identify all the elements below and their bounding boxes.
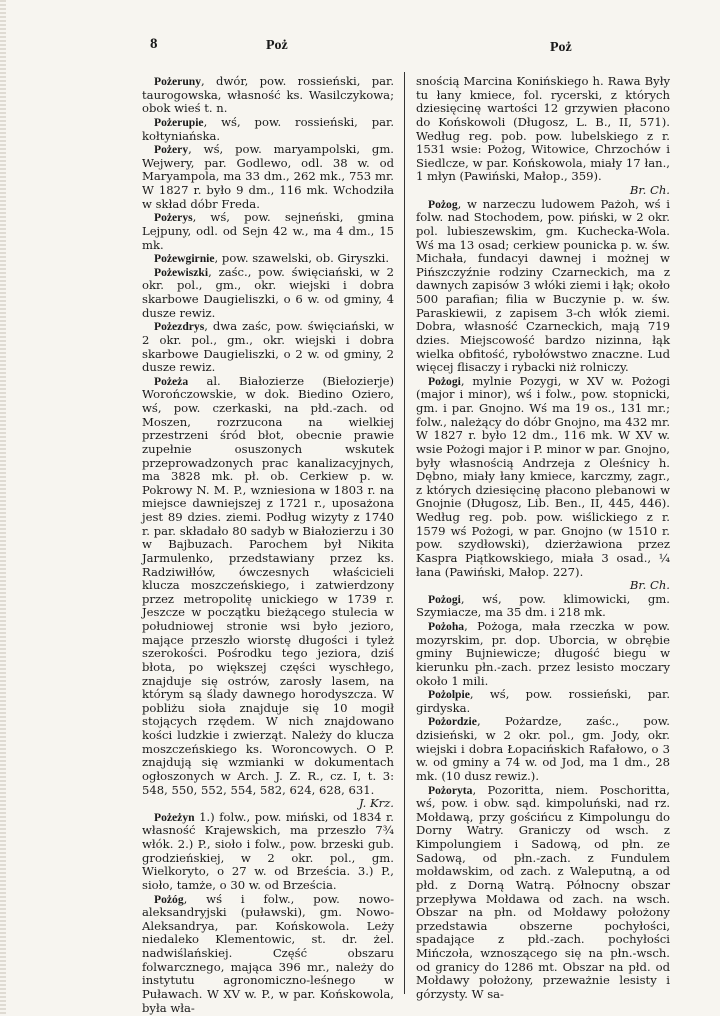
entry-headword: Pożeża xyxy=(154,374,189,388)
right-column xyxy=(416,75,670,1002)
entry-text: 1.) folw., pow. miński, od 1834 r. własność Krajewskich, ma przeszło 7¾ włók. 2.) P., sioło i folw., pow. brzeski gub. grodzieńskiej, w 2 okr. pol., gm. Wielkoryto, o 27 w. od Brześcia. 3.) P., sioło, tamże, o 30 w. od Brześcia. xyxy=(142,809,394,892)
dictionary-entry xyxy=(416,375,670,593)
entry-headword: Pożerys xyxy=(154,211,193,225)
entry-text: , wś, pow. rossieński, par. girdyska. xyxy=(416,687,670,715)
entry-text: , Pozoritta, niem. Poschoritta, wś, pow. i obw. sąd. kimpoluński, nad rz. Mołdawą, przy gościńcu z Kimpolungu do Dorny Watry. Graniczy od wsch. z Kimpolungiem i Sadową, od płn. ze Sadową, od płn.-zach. z Fundulem mołdawskim, od zach. z Waleputną, a od płd. z Dorną Watrą. Północny obszar przepływa Mołdawa od zach. na wsch. Obszar na płn. od Mołdawy położony przedstawia obszerne pochyłości, spadające z płd.-zach. pochyłości Mińczoła, wznoszącego się na płn.-wsch. od granicy do 1286 mt. Obszar na płd. od Mołdawy położony, przeważnie lesisty i górzysty. W sa- xyxy=(416,782,670,1001)
entry-text: , wś, pow. sejneński, gmina Lejpuny, odl. od Sejn 42 w., ma 4 dm., 15 mk. xyxy=(142,210,394,252)
entry-headword: Pożeruny xyxy=(154,75,202,88)
dictionary-entry xyxy=(142,116,394,143)
left-column xyxy=(142,75,394,1015)
entry-text: , zaśc., pow. święciański, w 2 okr. pol., gm., okr. wiejski i dobra skarbowe Daugieliszki, o 6 w. od gminy, 4 dusze rewiz. xyxy=(142,264,394,320)
dictionary-entry xyxy=(416,620,670,688)
entry-author-signature: J. Krz. xyxy=(358,796,394,811)
dictionary-entry xyxy=(142,893,394,1016)
dictionary-entry xyxy=(142,143,394,211)
dictionary-entry xyxy=(416,593,670,620)
dictionary-entry xyxy=(416,715,670,783)
entry-headword: Pożogi xyxy=(428,374,461,388)
entry-text: , wś, pow. maryampolski, gm. Wejwery, par. Godlewo, odl. 38 w. od Maryampola, ma 33 dm., 262 mk., 753 mr. W 1827 r. było 9 dm., 116 mk. Wchodziła w skład dóbr Freda. xyxy=(142,142,394,211)
dictionary-entry xyxy=(416,198,670,375)
entry-author-signature: Br. Ch. xyxy=(629,183,670,197)
running-head-left: Poż xyxy=(266,38,288,53)
dictionary-entry xyxy=(416,688,670,715)
entry-text: snością Marcina Konińskiego h. Rawa Były tu łany kmiece, fol. rycerski, z których dziesięcinę wartości 12 grzywien płacono do Końskowoli (Długosz, L. B., II, 571). Według reg. pob. pow. lubelskiego z r. 1531 wsie: Pożog, Witowice, Chrzochów i Siedlcze, w par. Końskowola, miały 17 łan., 1 młyn (Pawiński, Małop., 359). xyxy=(416,74,670,184)
dictionary-entry xyxy=(142,375,394,811)
entry-headword: Pożerupie xyxy=(154,115,204,129)
entry-headword: Pożoryta xyxy=(428,783,473,797)
entry-headword: Pożog xyxy=(428,197,458,211)
entry-headword: Pożogi xyxy=(428,592,461,606)
entry-headword: Pożoha xyxy=(428,620,465,633)
dictionary-entry xyxy=(416,75,670,198)
entry-text: , Pożoga, mała rzeczka w pow. mozyrskim, pr. dop. Uborcia, w obrębie gminy Bujniewicze; długość biegu w kierunku płn.-zach. przez lesisto moczary około 1 mili. xyxy=(416,619,670,688)
page-header xyxy=(0,36,720,60)
entry-text: , dwa zaśc, pow. święciański, w 2 okr. pol., gm., okr. wiejski i dobra skarbowe Daugieliszki, o 2 w. od gminy, 2 dusze rewiz. xyxy=(142,319,394,375)
entry-text: , Pożardze, zaśc., pow. dzisieński, w 2 okr. pol., gm. Jody, okr. wiejski i dobra Łopacińskich Rafałowo, o 3 w. od gminy a 74 w. od Jod, ma 1 dm., 28 mk. (10 dusz rewiz.). xyxy=(416,714,670,783)
column-divider xyxy=(404,72,405,994)
dictionary-entry xyxy=(142,266,394,321)
entry-text: , mylnie Pozygi, w XV w. Pożogi (major i minor), wś i folw., pow. stopnicki, gm. i par. Gnojno. Wś ma 19 os., 131 mr.; folw., należący do dóbr Gnojno, ma 432 mr. W 1827 r. było 12 dm., 116 mk. W XV w. wsie Pożogi major i P. minor w par. Gnojno, były własnością Andrzeja z Oleśnicy h. Dębno, miały łany kmiece, karczmy, zagr., z których dziesięcinę płacono plebanowi w Gnojnie (Długosz, Lib. Ben., II, 445, 446). Według reg. pob. pow. wiślickiego z r. 1579 wś Pożogi, w par. Gnojno (w 1510 r. pow. szydłowski), dzierżawiona przez Kaspra Piątkowskiego, miała 3 osad., ¼ łana (Pawiński, Małop. 227). xyxy=(416,373,670,579)
entry-text: , wś i folw., pow. nowo-aleksandryjski (puławski), gm. Nowo-Aleksandrya, par. Końskowola. Leży niedaleko Klementowic, st. dr. żel. nadwiślańskiej. Część obszaru folwarcznego, mająca 396 mr., należy do instytutu agronomiczno-leśnego w Puławach. W XV w. P., w par. Końskowola, była wła- xyxy=(142,891,394,1015)
entry-text: , dwór, pow. rossieński, par. taurogowska, własność ks. Wasilczykowa; obok wieś t. n. xyxy=(142,74,394,116)
entry-headword: Pożordzie xyxy=(428,715,477,729)
dictionary-entry xyxy=(142,211,394,252)
entry-text: , wś, pow. rossieński, par. kołtyniańska. xyxy=(142,114,394,143)
entry-headword: Pożewiszki xyxy=(154,265,209,279)
entry-headword: Pożeżyn xyxy=(154,810,195,824)
dictionary-entry xyxy=(142,252,394,266)
entry-text: , pow. szawelski, ob. Giryszki. xyxy=(214,251,390,266)
entry-author-signature: Br. Ch. xyxy=(629,578,670,593)
entry-text: , wś, pow. klimowicki, gm. Szymiacze, ma 35 dm. i 218 mk. xyxy=(416,591,670,620)
dictionary-entry xyxy=(142,811,394,893)
entry-headword: Pożezdrys xyxy=(154,320,205,334)
entry-headword: Pożóg xyxy=(154,892,184,906)
scan-edge xyxy=(0,0,6,1016)
page-number: 8 xyxy=(150,36,158,52)
entry-headword: Pożolpie xyxy=(428,688,470,702)
running-head-right: Poż xyxy=(550,40,572,55)
entry-headword: Pożewgirnie xyxy=(154,252,215,266)
entry-headword: Pożery xyxy=(154,143,189,157)
dictionary-entry xyxy=(416,784,670,1002)
entry-text: , w narzeczu ludowem Pażoh, wś i folw. nad Stochodem, pow. piński, w 2 okr. pol. lubieszewskim, gm. Kuchecka-Wola. Wś ma 13 osad; cerkiew pounicka p. w. św. Michała, fundacyi dawnej i możnej w Pińszczyźnie rodziny Czarneckich, ma z dawnych zapisów 3 włóki ziemi i łąk; około 500 parafian; filia w Buczynie p. w. św. Paraskiewii, z zapisem 3-ch włók ziemi. Dobra, własność Czarneckich, mają 719 dzies. Miejscowość bardzo nizinna, łąk wielka obfitość, rybołówstwo znaczne. Lud więcej flisaczy i rybacki niż rolniczy. xyxy=(416,196,670,375)
entry-text: al. Białozierze (Biełozierje) Worończowskie, w dok. Biedino Oziero, wś, pow. czerkaski, na płd.-zach. od Moszen, rozrzucona na wielkiej przestrzeni śród błot, obecnie prawie zupełnie osuszonych wskutek przeprowadzonych prac kanalizacyjnych, ma 3828 mk. pł. ob. Cerkiew p. w. Pokrowy N. M. P., wzniesiona w 1803 r. na miejsce dawniejszej z 1721 r., uposażona jest 89 dzies. ziemi. Podług wizyty z 1740 r. par. składało 80 sadyb w Białozierzu i 30 w Bajbuzach. Parochem był Nikita Jarmulenko, przedstawiany przez ks. Radziwiłłów, ówczesnych właścicieli klucza moszczeńskiego, i zatwierdzony przez metropolitę unickiego w 1739 r. Jeszcze w początku bieżącego stulecia w południowej stronie wsi było jezioro, mające przeszło wiorstę długości i tyleż szerokości. Pośrodku tego jeziora, dziś błota, po większej części wyschłego, znajduje się ostrów, zarosły lasem, na którym są ślady dawnego horodyszcza. W pobliżu sioła znajduje się 10 mogił stojących rzędem. W nich znajdowano kości ludzkie i zwierząt. Należy do klucza moszczeńskiego ks. Woroncowych. O P. znajdują się wzmianki w dokumentach ogłoszonych w Arch. J. Z. R., cz. I, t. 3: 548, 550, 552, 554, 582, 624, 628, 631. xyxy=(142,373,394,797)
dictionary-entry xyxy=(142,320,394,375)
dictionary-entry xyxy=(142,75,394,116)
